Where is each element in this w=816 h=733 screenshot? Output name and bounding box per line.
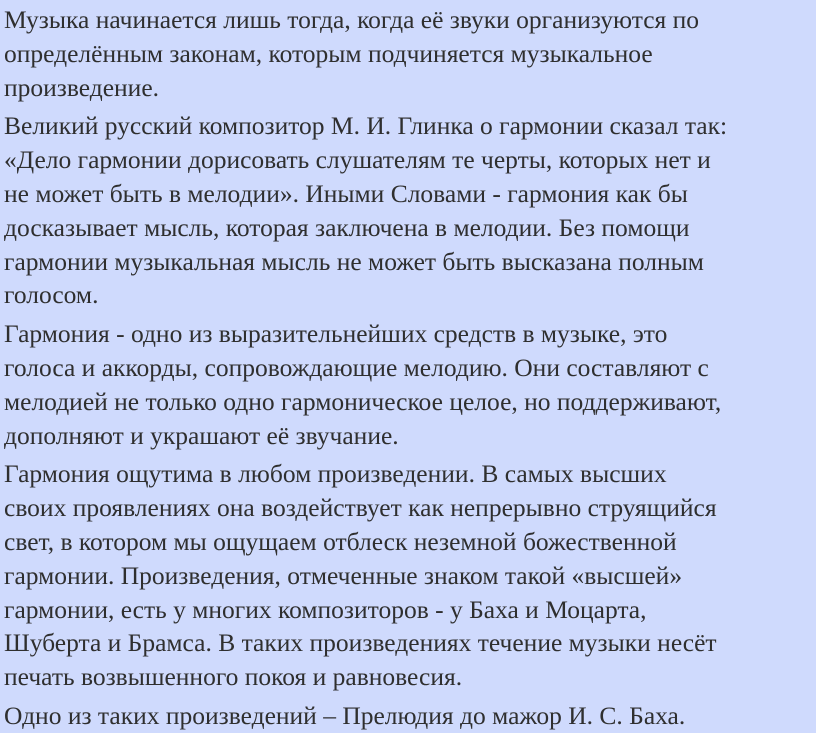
- text-line: произведение.: [4, 72, 160, 102]
- text-line: Гармония - одно из выразительнейших средств в музыке, это: [4, 319, 668, 349]
- text-line: своих проявлениях она воздействует как непрерывно струящийся: [4, 493, 717, 523]
- paragraph-4: [4, 457, 812, 694]
- text-line: Великий русский композитор М. И. Глинка о гармонии сказал так:: [4, 111, 728, 141]
- text-line: гармонии, есть у многих композиторов - у Баха и Моцарта,: [4, 594, 647, 624]
- text-line: свет, в котором мы ощущаем отблеск неземной божественной: [4, 526, 677, 556]
- text-line: досказывает мысль, которая заключена в мелодии. Без помощи: [4, 212, 690, 242]
- paragraph-1: [4, 3, 812, 104]
- text-line: Шуберта и Брамса. В таких произведениях течение музыки несёт: [4, 628, 717, 658]
- text-line: дополняют и украшают её звучание.: [4, 420, 399, 450]
- paragraph-2: [4, 109, 812, 312]
- text-line: мелодией не только одно гармоническое целое, но поддерживают,: [4, 386, 722, 416]
- paragraph-5: [4, 699, 812, 733]
- text-line: «Дело гармонии дорисовать слушателям те черты, которых нет и: [4, 145, 711, 175]
- text-line: определённым законам, которым подчиняется музыкальное: [4, 38, 653, 68]
- text-line: гармонии. Произведения, отмеченные знаком такой «высшей»: [4, 560, 683, 590]
- text-line: Гармония ощутима в любом произведении. В самых высших: [4, 459, 667, 489]
- text-line: голосом.: [4, 280, 99, 310]
- text-line: гармонии музыкальная мысль не может быть высказана полным: [4, 246, 704, 276]
- text-line: печать возвышенного покоя и равновесия.: [4, 662, 463, 692]
- text-line: Одно из таких произведений – Прелюдия до мажор И. С. Баха.: [4, 700, 686, 730]
- text-line: не может быть в мелодии». Иными Словами - гармония как бы: [4, 178, 688, 208]
- paragraph-3: [4, 317, 812, 452]
- text-line: голоса и аккорды, сопровождающие мелодию. Они составляют с: [4, 352, 709, 382]
- text-line: Музыка начинается лишь тогда, когда её звуки организуются по: [4, 5, 700, 34]
